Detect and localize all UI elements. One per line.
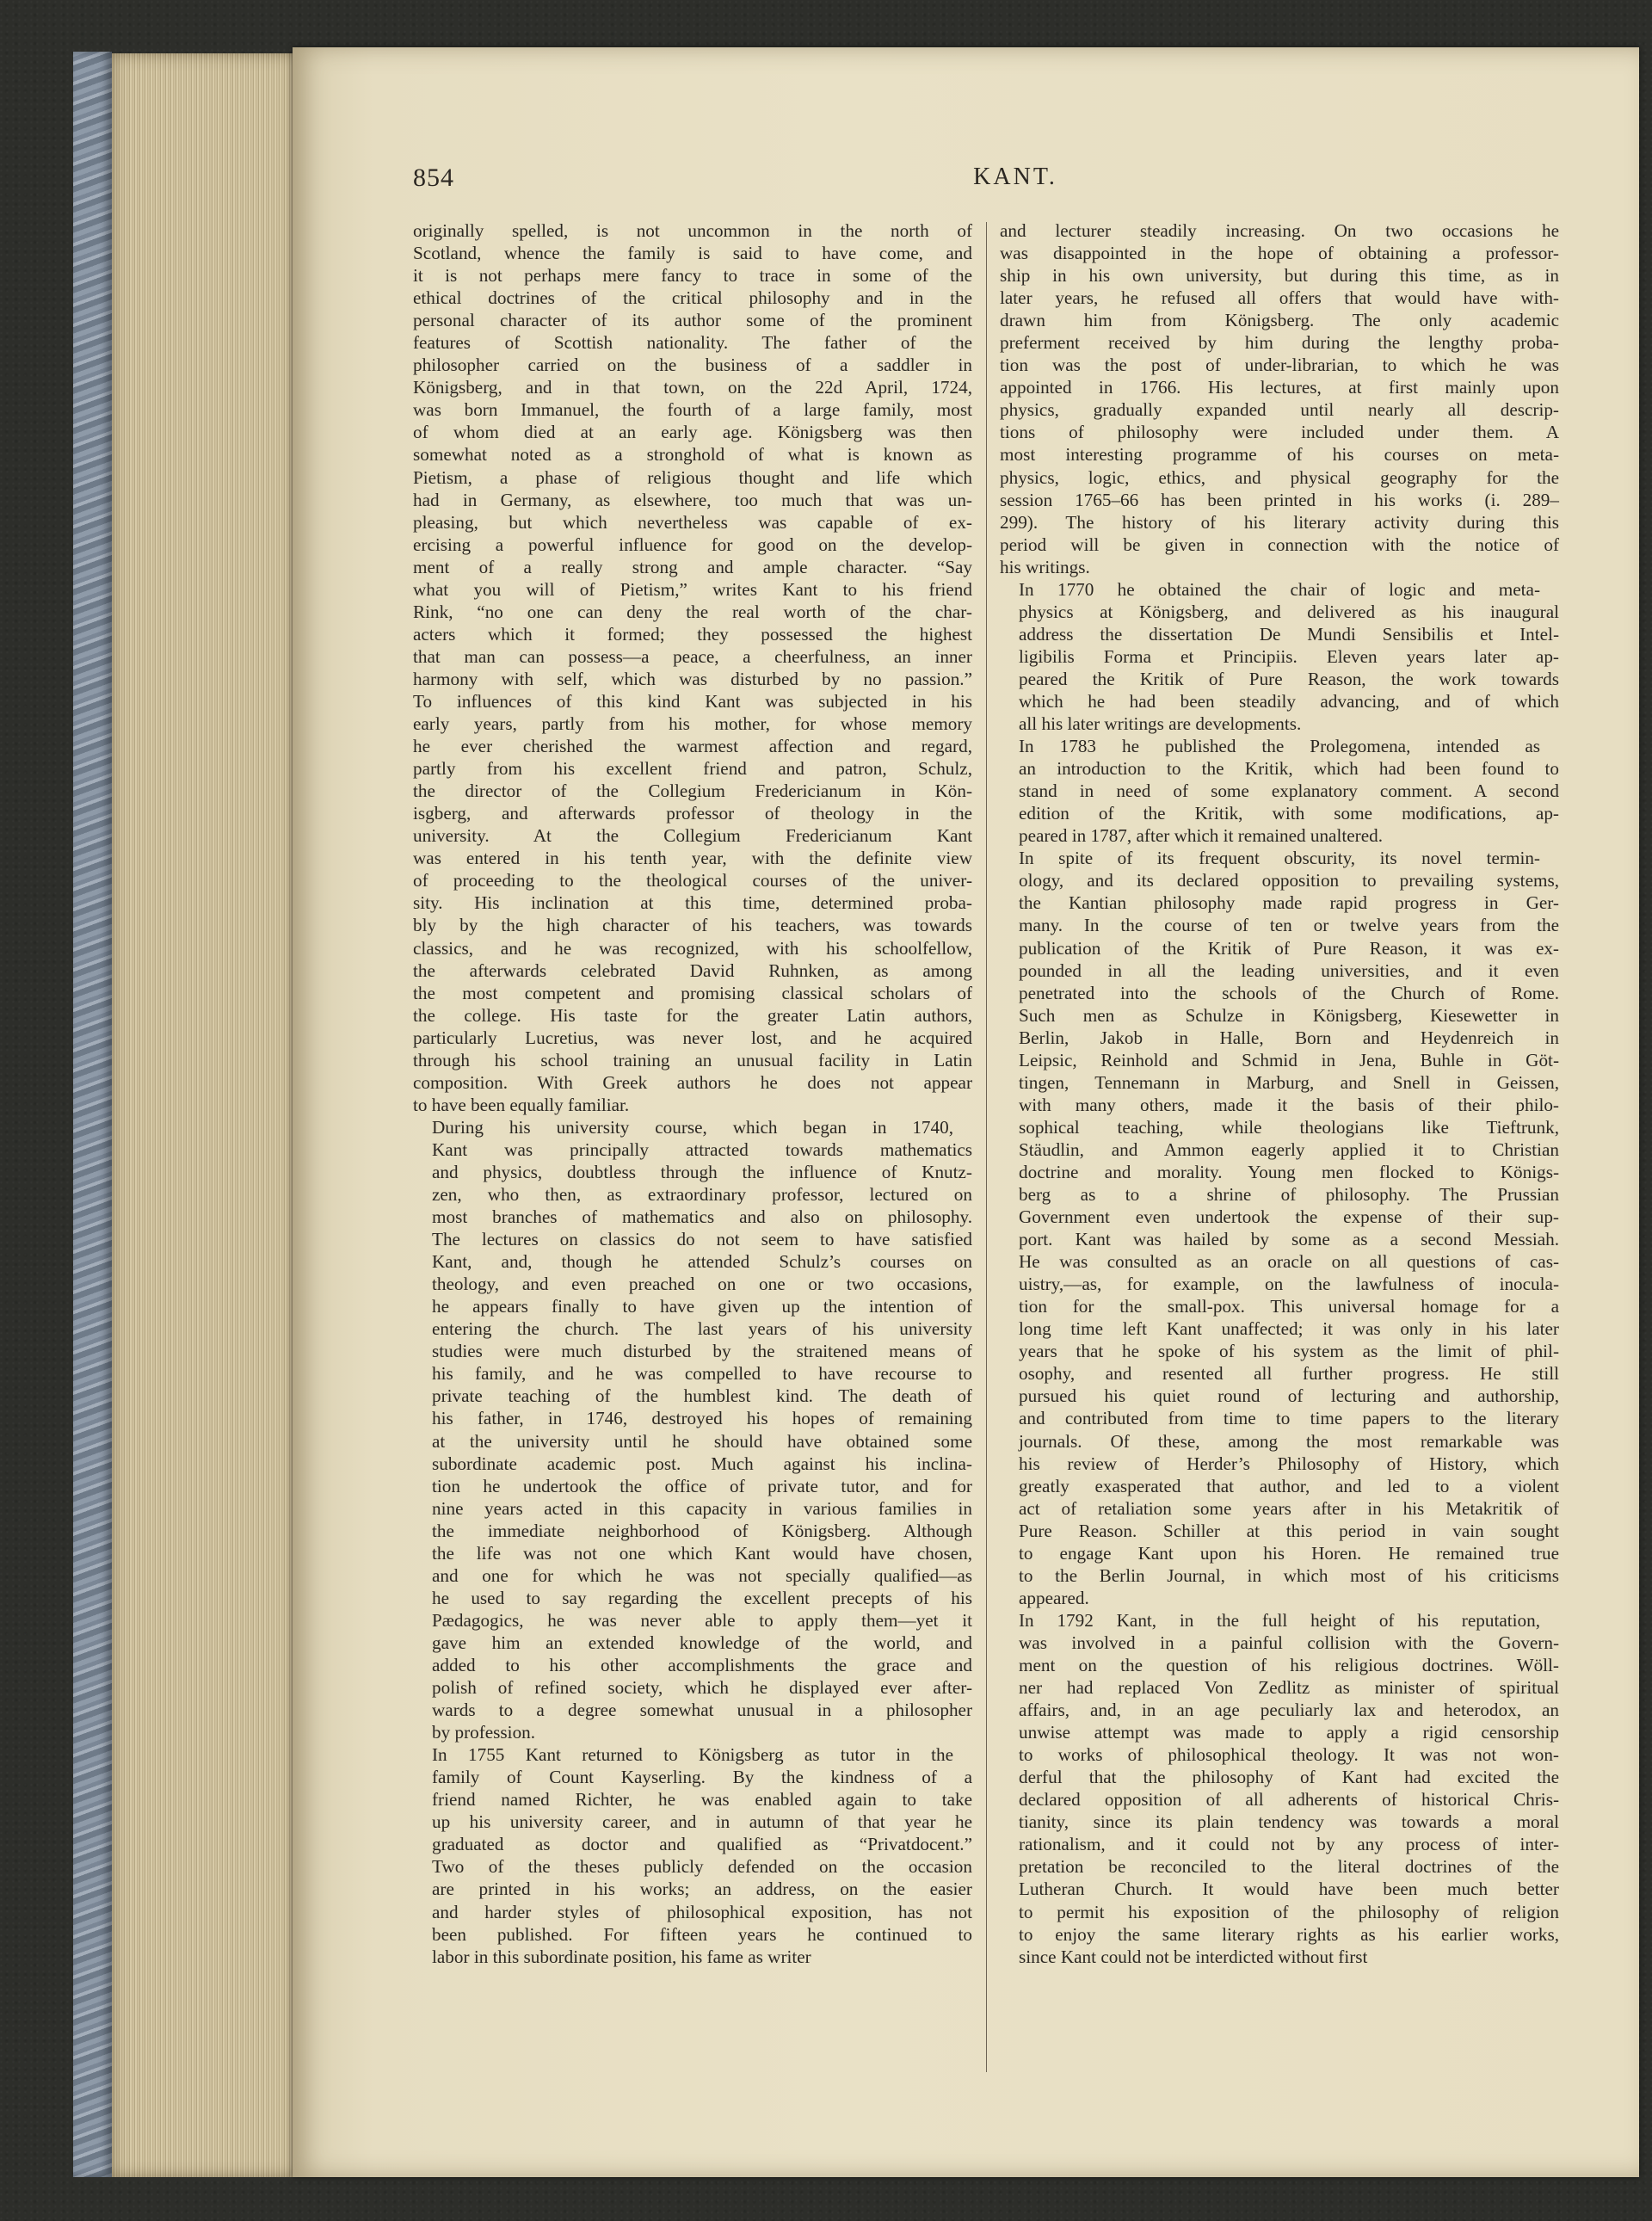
text-line: the immediate neighborhood of Königsberg. Although	[432, 1520, 972, 1541]
text-line: ment of a really strong and ample character. “Say	[413, 556, 972, 577]
text-line: most interesting programme of his courses on meta-	[1000, 444, 1559, 466]
text-line: early years, partly from his mother, for whose memory	[413, 713, 972, 735]
text-line: tions of philosophy were included under them. A	[1000, 422, 1559, 443]
page-header	[413, 163, 1549, 215]
text-line: nine years acted in this capacity in various families in	[432, 1497, 972, 1519]
text-line: appointed in 1766. His lectures, at first mainly upon	[1000, 377, 1559, 398]
text-line: what you will of Pietism,” writes Kant to his friend	[413, 578, 972, 600]
text-line: many. In the course of ten or twelve years from the	[1019, 915, 1559, 936]
text-line: edition of the Kritik, with some modifications, ap-	[1019, 803, 1559, 824]
text-line: bly by the high character of his teachers, was towards	[413, 915, 972, 936]
text-line: Leipsic, Reinhold and Schmid in Jena, Buhle in Göt-	[1019, 1049, 1559, 1070]
text-line: he ever cherished the warmest affection and regard,	[413, 736, 972, 757]
text-line: which he had been steadily advancing, and of which	[1019, 690, 1559, 712]
text-line: and lecturer steadily increasing. On two occasions he	[1000, 220, 1559, 241]
text-line: pleasing, but which nevertheless was capable of ex-	[413, 511, 972, 533]
text-line: physics, gradually expanded until nearly all descrip-	[1000, 399, 1559, 421]
text-line: port. Kant was hailed by some as a second Messiah.	[1019, 1229, 1559, 1250]
paragraph	[1000, 847, 1559, 1609]
text-line: particularly Lucretius, was never lost, and he acquired	[413, 1027, 972, 1048]
text-line: added to his other accomplishments the grace and	[432, 1655, 972, 1675]
text-line: graduated as doctor and qualified as “Privatdocent.”	[432, 1834, 972, 1855]
text-line: composition. With Greek authors he does not appear	[413, 1071, 972, 1093]
text-line: tianity, since its plain tendency was towards a moral	[1019, 1811, 1559, 1833]
text-line: are printed in his works; an address, on the easier	[432, 1879, 972, 1900]
text-line: at the university until he should have obtained some	[432, 1430, 972, 1452]
text-line: drawn him from Königsberg. The only academic	[1000, 310, 1559, 331]
text-line: harmony with self, which was disturbed by no passion.”	[413, 668, 972, 689]
text-line: studies were much disturbed by the straitened means of	[432, 1341, 972, 1362]
text-line: tion was the post of under-librarian, to which he was	[1000, 355, 1559, 376]
text-line: zen, who then, as extraordinary professor, lectured on	[432, 1184, 972, 1206]
text-line: In 1755 Kant returned to Königsberg as tutor in the	[432, 1744, 953, 1766]
text-line: to permit his exposition of the philosophy of religion	[1019, 1901, 1559, 1922]
paragraph	[1000, 219, 1559, 578]
text-line: ment on the question of his religious doctrines. Wöll-	[1019, 1655, 1559, 1675]
text-line: an introduction to the Kritik, which had been found to	[1019, 758, 1559, 780]
text-line: that man can possess—a peace, a cheerfulness, an inner	[413, 645, 972, 667]
text-line: classics, and he was recognized, with his schoolfellow,	[413, 937, 972, 959]
text-line: acters which it formed; they possessed the highest	[413, 623, 972, 645]
text-line: up his university career, and in autumn of that year he	[432, 1811, 972, 1833]
text-line: long time left Kant unaffected; it was only in his later	[1019, 1318, 1559, 1340]
text-line: features of Scottish nationality. The father of the	[413, 332, 972, 354]
text-line: was entered in his tenth year, with the definite view	[413, 848, 972, 869]
text-line: had in Germany, as elsewhere, too much that was un-	[413, 489, 972, 510]
text-line: polish of refined society, which he displayed ever after-	[432, 1677, 972, 1699]
text-line: ner had replaced Von Zedlitz as minister of spiritual	[1019, 1677, 1559, 1699]
paragraph	[413, 1116, 972, 1743]
text-line: and physics, doubtless through the influence of Knutz-	[432, 1161, 972, 1182]
text-line: Kant, and, though he attended Schulz’s courses on	[432, 1251, 972, 1273]
text-line: entering the church. The last years of his university	[432, 1318, 972, 1340]
text-line: personal character of its author some of the prominent	[413, 310, 972, 331]
text-line: was involved in a painful collision with the Govern-	[1019, 1632, 1559, 1653]
text-line: to works of philosophical theology. It was not won-	[1019, 1744, 1559, 1766]
right-column	[1000, 219, 1559, 1968]
text-line: family of Count Kayserling. By the kindness of a	[432, 1767, 972, 1788]
text-line: publication of the Kritik of Pure Reason, it was ex-	[1019, 937, 1559, 959]
text-line: In 1770 he obtained the chair of logic and meta-	[1019, 578, 1540, 600]
text-line: originally spelled, is not uncommon in the north of	[413, 220, 972, 241]
text-line: and contributed from time to time papers to the literary	[1019, 1408, 1559, 1429]
text-line: pounded in all the leading universities, and it even	[1019, 959, 1559, 981]
text-line: ligibilis Forma et Principiis. Eleven years later ap-	[1019, 645, 1559, 667]
text-line: it is not perhaps mere fancy to trace in some of the	[413, 265, 972, 287]
text-line: declared opposition of all adherents of historical Chris-	[1019, 1789, 1559, 1811]
text-line: the most competent and promising classical scholars of	[413, 982, 972, 1003]
text-line: tingen, Tennemann in Marburg, and Snell in Geissen,	[1019, 1071, 1559, 1093]
text-line: the life was not one which Kant would have chosen,	[432, 1542, 972, 1564]
text-line: The lectures on classics do not seem to have satisfied	[432, 1229, 972, 1250]
text-line: tion for the small-pox. This universal homage for a	[1019, 1296, 1559, 1317]
text-line: Kant was principally attracted towards mathematics	[432, 1138, 972, 1160]
text-line: Lutheran Church. It would have been much better	[1019, 1879, 1559, 1900]
text-line: Two of the theses publicly defended on the occasion	[432, 1856, 972, 1878]
text-line: He was consulted as an oracle on all questions of cas-	[1019, 1251, 1559, 1273]
text-line: Pædagogics, he was never able to apply them—yet it	[432, 1609, 972, 1631]
text-line: philosopher carried on the business of a saddler in	[413, 355, 972, 376]
text-line: derful that the philosophy of Kant had excited the	[1019, 1767, 1559, 1788]
text-line: period will be given in connection with the notice of	[1000, 534, 1559, 555]
text-line: appeared.	[1019, 1587, 1089, 1608]
text-line: uistry,—as, for example, on the lawfulness of inocula-	[1019, 1274, 1559, 1295]
text-line: penetrated into the schools of the Church of Rome.	[1019, 982, 1559, 1003]
text-line: labor in this subordinate position, his fame as writer	[432, 1946, 811, 1967]
text-line: In 1792 Kant, in the full height of his reputation,	[1019, 1609, 1540, 1631]
text-line: private teaching of the humblest kind. The death of	[432, 1385, 972, 1407]
text-line: through his school training an unusual facility in Latin	[413, 1049, 972, 1070]
page-edges	[112, 53, 297, 2177]
text-line: physics, logic, ethics, and physical geography for the	[1000, 466, 1559, 488]
text-line: ology, and its declared opposition to prevailing systems,	[1019, 870, 1559, 891]
text-line: by profession.	[432, 1722, 536, 1743]
text-line: and harder styles of philosophical exposition, has not	[432, 1901, 972, 1922]
text-line: partly from his excellent friend and patron, Schulz,	[413, 758, 972, 780]
text-line: gave him an extended knowledge of the world, and	[432, 1632, 972, 1653]
text-line: Scotland, whence the family is said to have come, and	[413, 243, 972, 264]
text-line: his family, and he was compelled to have recourse to	[432, 1363, 972, 1385]
text-line: since Kant could not be interdicted without first	[1019, 1946, 1368, 1967]
text-line: to enjoy the same literary rights as his earlier works,	[1019, 1923, 1559, 1945]
book-page	[293, 47, 1639, 2177]
text-line: his writings.	[1000, 556, 1090, 577]
text-line: friend named Richter, he was enabled again to take	[432, 1789, 972, 1811]
text-line: with many others, made it the basis of their philo-	[1019, 1094, 1559, 1115]
text-line: ship in his own university, but during this time, as in	[1000, 265, 1559, 287]
left-column	[413, 219, 972, 1968]
text-line: peared the Kritik of Pure Reason, the work towards	[1019, 668, 1559, 689]
paragraph	[413, 1743, 972, 1967]
text-line: stand in need of some explanatory comment. A second	[1019, 780, 1559, 802]
paragraph	[1000, 1609, 1559, 1968]
text-line: In 1783 he published the Prolegomena, intended as	[1019, 736, 1540, 757]
text-line: somewhat noted as a stronghold of what is known as	[413, 444, 972, 466]
text-line: pretation be reconciled to the literal doctrines of the	[1019, 1856, 1559, 1878]
text-line: To influences of this kind Kant was subjected in his	[413, 690, 972, 712]
paragraph	[1000, 735, 1559, 847]
text-line: the Kantian philosophy made rapid progress in Ger-	[1019, 892, 1559, 914]
text-line: the director of the Collegium Fredericianum in Kön-	[413, 780, 972, 802]
text-line: years that he spoke of his system as the limit of phil-	[1019, 1341, 1559, 1362]
text-line: journals. Of these, among the most remarkable was	[1019, 1430, 1559, 1452]
text-line: preferment received by him during the lengthy proba-	[1000, 332, 1559, 354]
text-line: Pietism, a phase of religious thought and life which	[413, 466, 972, 488]
text-line: Berlin, Jakob in Halle, Born and Heydenreich in	[1019, 1027, 1559, 1048]
text-line: he used to say regarding the excellent precepts of his	[432, 1587, 972, 1608]
page-number: 854	[413, 163, 454, 192]
text-line: address the dissertation De Mundi Sensibilis et Intel-	[1019, 623, 1559, 645]
text-line: physics at Königsberg, and delivered as his inaugural	[1019, 601, 1559, 622]
text-line: wards to a degree somewhat unusual in a philosopher	[432, 1700, 972, 1721]
text-line: In spite of its frequent obscurity, its novel termin-	[1019, 848, 1540, 869]
text-line: the college. His taste for the greater Latin authors,	[413, 1004, 972, 1026]
text-line: osophy, and resented all further progress. He still	[1019, 1363, 1559, 1385]
text-line: Government even undertook the expense of their sup-	[1019, 1206, 1559, 1228]
text-line: ercising a powerful influence for good on the develop-	[413, 534, 972, 555]
text-line: of proceeding to the theological courses of the univer-	[413, 870, 972, 891]
text-line: was born Immanuel, the fourth of a large family, most	[413, 399, 972, 421]
text-line: unwise attempt was made to apply a rigid censorship	[1019, 1722, 1559, 1743]
text-line: all his later writings are developments.	[1019, 713, 1302, 735]
text-line: university. At the Collegium Fredericianum Kant	[413, 825, 972, 847]
text-line: affairs, and, in an age peculiarly lax and heterodox, an	[1019, 1700, 1559, 1721]
text-line: subordinate academic post. Much against his inclina-	[432, 1453, 972, 1474]
text-line: theology, and even preached on one or two occasions,	[432, 1274, 972, 1295]
text-line: Pure Reason. Schiller at this period in vain sought	[1019, 1520, 1559, 1541]
text-line: to have been equally familiar.	[413, 1094, 630, 1115]
text-line: isgberg, and afterwards professor of theology in the	[413, 803, 972, 824]
text-line: pursued his quiet round of lecturing and authorship,	[1019, 1385, 1559, 1407]
column-divider	[986, 222, 987, 2072]
text-line: During his university course, which began in 1740,	[432, 1116, 953, 1138]
text-line: Stäudlin, and Ammon eagerly applied it to Christian	[1019, 1138, 1559, 1160]
text-line: greatly exasperated that author, and led to a violent	[1019, 1475, 1559, 1496]
text-line: of whom died at an early age. Königsberg was then	[413, 422, 972, 443]
text-line: the afterwards celebrated David Ruhnken, as among	[413, 959, 972, 981]
text-line: sophical teaching, while theologians like Tieftrunk,	[1019, 1116, 1559, 1138]
marbled-board-edge	[73, 52, 112, 2177]
text-line: most branches of mathematics and also on philosophy.	[432, 1206, 972, 1228]
text-line: been published. For fifteen years he continued to	[432, 1923, 972, 1945]
text-line: tion he undertook the office of private tutor, and for	[432, 1475, 972, 1496]
text-line: ethical doctrines of the critical philosophy and in the	[413, 287, 972, 309]
text-line: was disappointed in the hope of obtaining a professor-	[1000, 243, 1559, 264]
text-line: session 1765–66 has been printed in his works (i. 289–	[1000, 489, 1559, 510]
text-line: to engage Kant upon his Horen. He remained true	[1019, 1542, 1559, 1564]
text-line: peared in 1787, after which it remained unaltered.	[1019, 825, 1383, 847]
text-line: he appears finally to have given up the intention of	[432, 1296, 972, 1317]
text-line: Rink, “no one can deny the real worth of the char-	[413, 601, 972, 622]
text-line: and one for which he was not specially qualified—as	[432, 1564, 972, 1586]
text-line: doctrine and morality. Young men flocked to Königs-	[1019, 1161, 1559, 1182]
paragraph	[1000, 578, 1559, 735]
text-line: sity. His inclination at this time, determined proba-	[413, 892, 972, 914]
text-line: his review of Herder’s Philosophy of History, which	[1019, 1453, 1559, 1474]
text-line: rationalism, and it could not by any process of inter-	[1019, 1834, 1559, 1855]
paragraph	[413, 219, 972, 1116]
running-head: KANT.	[973, 163, 1057, 190]
text-line: act of retaliation some years after in his Metakritik of	[1019, 1497, 1559, 1519]
text-line: Such men as Schulze in Königsberg, Kiesewetter in	[1019, 1004, 1559, 1026]
text-line: berg as to a shrine of philosophy. The Prussian	[1019, 1184, 1559, 1206]
text-line: Königsberg, and in that town, on the 22d April, 1724,	[413, 377, 972, 398]
text-line: 299). The history of his literary activity during this	[1000, 511, 1559, 533]
text-line: to the Berlin Journal, in which most of his criticisms	[1019, 1564, 1559, 1586]
text-line: later years, he refused all offers that would have with-	[1000, 287, 1559, 309]
text-line: his father, in 1746, destroyed his hopes of remaining	[432, 1408, 972, 1429]
